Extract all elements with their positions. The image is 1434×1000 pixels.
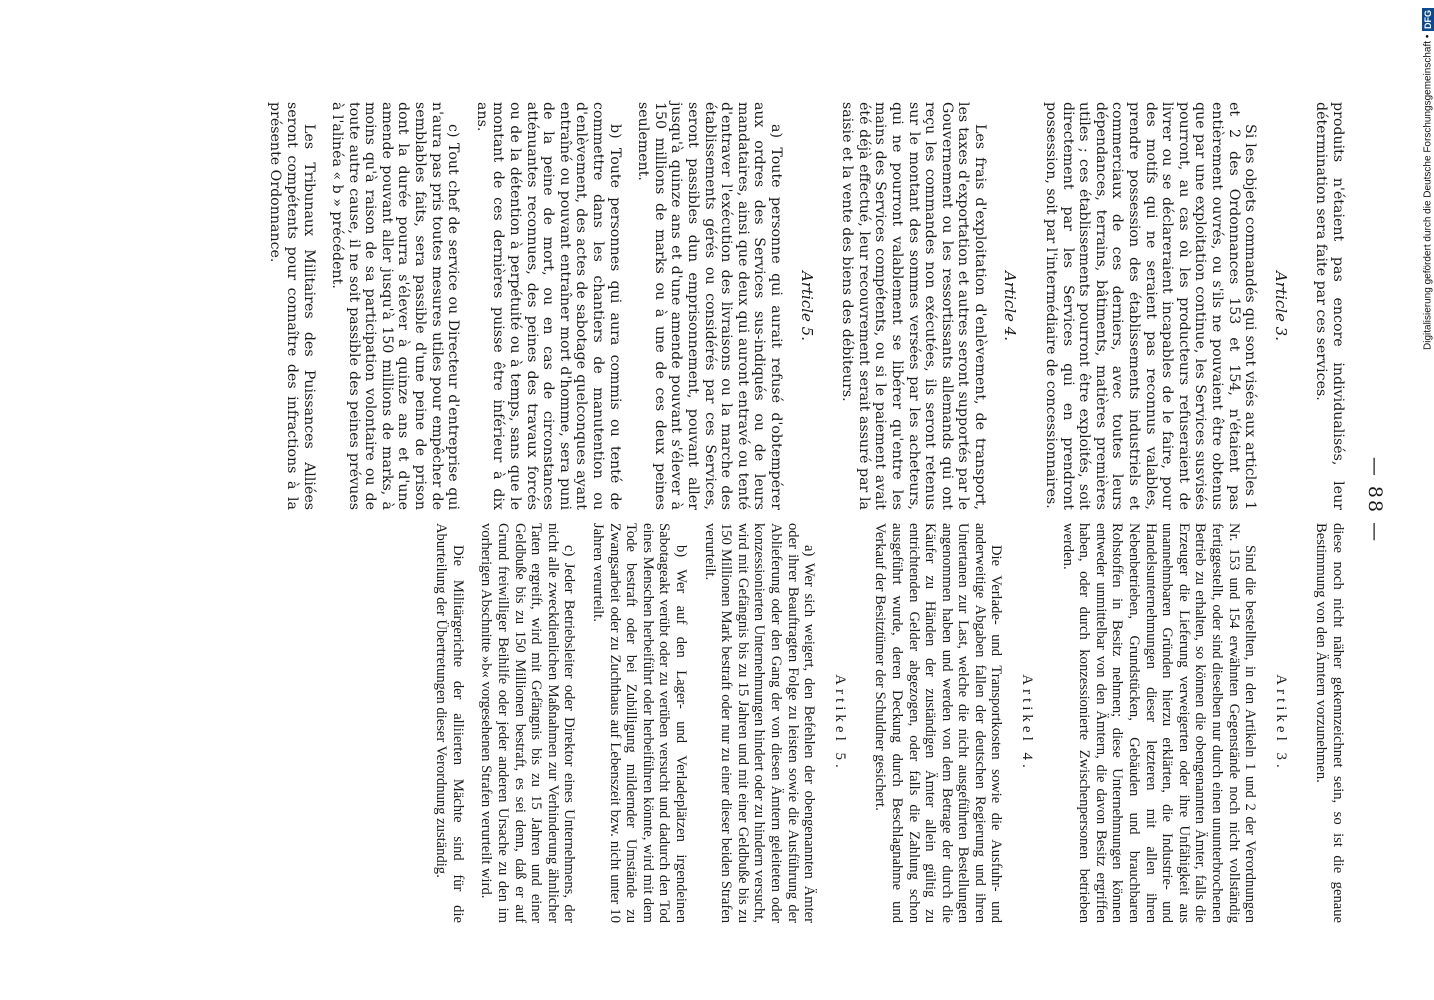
french-article5-c: c) Tout chef de service ou Directeur d'entreprise qui n'aura pas pris toutes mesures utiles pour empêcher de semblables faits, sera passible d'une peine de prison dont la durée pourra s'élever à quinze ans et d'une amende pouvant aller jusqu'à 150 millions de marks, à moins qu'à raison de sa participation volontaire ou de toute autre cause, il ne soit passible des peines prévues à l'alinéa « b » précédent. xyxy=(329,102,462,510)
german-article3-heading: Artikel 3. xyxy=(1272,674,1289,772)
german-column xyxy=(421,523,1346,923)
french-article3-heading: Article 3. xyxy=(1271,271,1290,341)
german-article5-b: b) Wer auf den Lager- und Verladeplätzen irgendeinen Sabotageakt verübt oder zu verüben versucht und dadurch den Tod eines Menschen herbeiführt oder herbeiführen könnte, wird mit dem Tode bestraft oder bei Zubilligung mildernder Umstände zu Zwangsarbeit oder zu Zuchthaus auf Lebenszeit bzw. nicht unter 10 Jahren verurteilt. xyxy=(590,523,689,923)
german-article3-text: Sind die bestellten, in den Artikeln 1 und 2 der Verordnungen Nr. 153 und 154 erwähnten Gegenstände noch nicht vollständig fertiggestellt, oder sind dieselben nur durch einen ununterbrochenen Betrieb zu erhalten, so können die obengenannten Ämter, falls die Erzeuger die Lieferung verweigerten oder ihre Unfähigkeit aus unannehmbaren Gründen hierzu erklärten, die Industrie- und Handelsunternehmungen dieser letzteren mit allen ihren Nebenbetrieben, Grundstücken, Gebäuden und brauchbaren Rohstoffen in Besitz nehmen; diese Unternehmungen können entweder unmittelbar von den Ämtern, die davon Besitz ergriffen haben, oder durch konzessionierte Zwischenpersonen betrieben werden. xyxy=(1059,523,1259,923)
page-number: — 88 — xyxy=(1364,456,1386,544)
german-intro: diese noch nicht näher gekennzeichnet sein, so ist die genaue Bestimmung von den Ämtern vorzunehmen. xyxy=(1313,523,1346,923)
digitization-note xyxy=(1420,8,1434,698)
dfg-logo: DFG xyxy=(1423,10,1433,29)
french-column xyxy=(255,102,1346,510)
french-article4-heading: Article 4. xyxy=(1001,271,1020,341)
french-article5-heading: Article 5. xyxy=(797,271,816,341)
french-closing: Les Tribunaux Militaires des Puissances Alliées seront compétents pour connaître des infractions à la présente Ordonnance. xyxy=(267,102,317,510)
german-closing: Die Militärgerichte der alliierten Mächte sind für die Aburteilung der Übertretungen dieser Verordnung zuständig. xyxy=(433,523,466,923)
german-article5-c: c) Jeder Betriebsleiter oder Direktor eines Unternehmens, der nicht alle zweckdienlichen Maßnahmen zur Verhinderung ähnlicher Taten ergreift, wird mit Gefängnis bis zu 15 Jahren und einer Geldbuße bis zu 150 Millionen bestraft, es sei denn, daß er auf Grund freiwilliger Beihilfe oder jeder anderen Ursache zu den im vorherigen Abschnitte »b« vorgesehenen Strafen verurteilt wird. xyxy=(478,523,578,923)
german-article4-text: Die Verlade- und Transportkosten sowie die Ausfuhr- und anderweitige Abgaben fallen der deutschen Regierung und ihren Untertanen zur Last, welche die nicht ausgeführten Bestellungen angenommen haben und werden von dem Betrage der durch die Käufer zu Händen der zuständigen Ämter allein gültig zu entrichtenden Gelder abgezogen, oder falls die Zahlung schon ausgeführt wurde, deren Deckung durch Beschlagnahme und Verkauf der Besitztümer der Schuldner gesichert. xyxy=(872,523,1005,923)
french-article5-a: a) Toute personne qui aurait refusé d'obtempérer aux ordres des Services sus-indiqués ou de leurs mandataires, ainsi que deux qui auront entravé ou tenté d'entraver l'exécution des livraisons ou la marche des établissements gérés ou considérés par ces Services, seront passibles dun emprisonnement, pouvant aller jusqu'à quinze ans et d'une amende pouvant s'élever à 150 millions de marks ou à une de ces deux peines seulement. xyxy=(635,102,784,510)
german-article5-heading: Artikel 5. xyxy=(831,674,848,772)
french-article4-text: Les frais d'exploitation d'enlèvement, de transport, les taxes d'exportation et autres seront supportés par le Gouvernement ou les ressortissants allemands qui ont reçu les commandes non exécutées, ils seront retenus sur le montant des sommes versées par les acheteurs, qui ne pourront valablement se libérer qu'entre les mains des Services compétents, ou si le paiement avait été déjà effectué, leur recouvrement serait assuré par la saisie et la vente des biens des débiteurs. xyxy=(839,102,988,510)
digitization-text: Digitalisierung gefördert durch die Deutsche Forschungsgemeinschaft • xyxy=(1422,35,1434,351)
french-article5-b: b) Toute personnes qui aura commis ou tenté de commettre dans les chantiers de manutention ou d'enlèvement, des actes de sabotage quelconques ayant entraîné ou pouvant entraîner mort d'homme, sera puni de la peine de mort, ou en cas de circonstances atténuantes reconnues, des peines des travaux forcés ou de la détention à perpétuité ou à temps, sans que le montant de ces dernières puisse être inférieur à dix ans. xyxy=(473,102,623,510)
german-article4-heading: Artikel 4. xyxy=(1019,674,1036,772)
french-article3-text: Si les objets commandés qui sont visés aux articles 1 et 2 des Ordonnances 153 et 154, n'étaient pas entièrement ouvrés, ou s'ils ne pouvaient être obtenus que par une exploitation continue, les Services susvisés pourront, au cas où les producteurs refuseraient de livrer ou se déclareraient incapables de le faire, pour des motifs qui ne seraient pas reconnus valables, prendre possession des établissements industriels et commerciaux de ces derniers, avec toutes leurs dépendances, terrains, bâtiments, matières premières utiles ; ces établissements pourront être exploités, soit directement par les Services qui en prendront possession, soit par l'intermédiaire de concessionnaires. xyxy=(1043,102,1259,510)
french-intro: produits n'étaient pas encore individualisés, leur détermination sera faite par ces services. xyxy=(1313,102,1346,510)
german-article5-a: a) Wer sich weigert, den Befehlen der obengenannten Ämter oder ihrer Beauftragten Folge zu leisten sowie die Ausführung der Ablieferung oder den Gang der von diesen Ämtern geleiteten oder konzessionierten Unternehmungen hindert oder zu hindern versucht, wird mit Gefängnis bis zu 15 Jahren und mit einer Geldbuße bis zu 150 Millionen Mark bestraft oder nur zu einer dieser beiden Strafen verurteilt. xyxy=(701,523,818,923)
